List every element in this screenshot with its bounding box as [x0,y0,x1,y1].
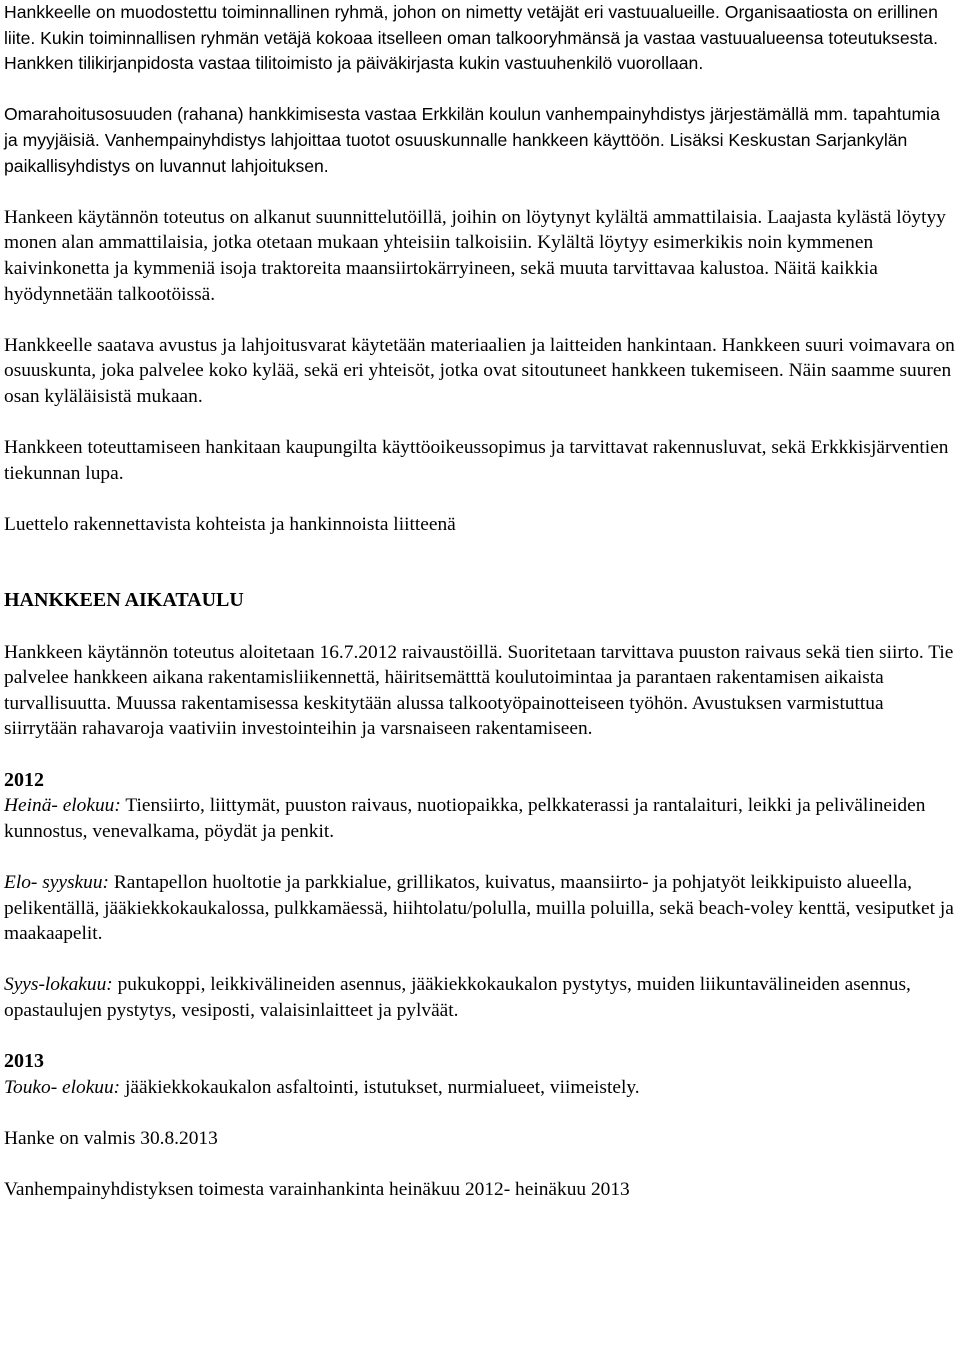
schedule-item-sep-oct [4,972,956,1023]
paragraph-permits: Hankkeen toteuttamiseen hankitaan kaupungilta käyttöoikeussopimus ja tarvittavat rakennusluvat, sekä Erkkkisjärventien tiekunnan lupa. [4,437,949,484]
schedule-period-label: Elo- syyskuu: [4,872,109,893]
schedule-item-aug-sep [4,870,956,947]
schedule-item-text: pukukoppi, leikkivälineiden asennus, jääkiekkokaukalon pystytys, muiden liikuntavälineiden asennus, opastaulujen pystytys, vesiposti, valaisinlaitteet ja pylväät. [4,974,911,1021]
paragraph-implementation: Hankeen käytännön toteutus on alkanut suunnittelutöillä, joihin on löytynyt kylältä ammattilaisia. Laajasta kylästä löytyy monen alan ammattilaisia, jotka otetaan mukaan yhteisiin talkoisiin. Kylältä löytyy esimerkikis noin kymmenen kaivinkonetta ja kymmeniä isoja traktoreita maansiirtokärryineen, sekä muuta tarvittavaa kalustoa. Näitä kaikkia hyödynnetään talkootöissä. [4,206,946,305]
paragraph-funding-use: Hankkeelle saatava avustus ja lahjoitusvarat käytetään materiaalien ja laitteiden hankintaan. Hankkeen suuri voimavara on osuuskunta, joka palvelee koko kylää, sekä eri yhteisöt, jotka ovat sitoutuneet hankkeen tukemiseen. Näin saamme suuren osan kyläläisistä mukaan. [4,334,955,407]
fundraising-period: Vanhempainyhdistyksen toimesta varainhankinta heinäkuu 2012- heinäkuu 2013 [4,1179,630,1201]
paragraph-self-financing: Omarahoitusosuuden (rahana) hankkimisesta vastaa Erkkilän koulun vanhempainyhdistys järjestämällä mm. tapahtumia ja myyjäisiä. Vanhempainyhdistys lahjoittaa tuotot osuuskunnalle hankkeen käyttöön. Lisäksi Keskustan Sarjankylän paikallisyhdistys on luvannut lahjoituksen. [4,104,940,176]
schedule-item-text: jääkiekkokaukalon asfaltointi, istutukset, nurmialueet, viimeistely. [120,1076,640,1098]
document-page [4,0,956,1203]
completion-date: Hanke on valmis 30.8.2013 [4,1127,218,1149]
schedule-period-label: Touko- elokuu: [4,1076,121,1098]
schedule-item-jul-aug [4,793,956,844]
paragraph-schedule-intro: Hankkeen käytännön toteutus aloitetaan 16.7.2012 raivaustöillä. Suoritetaan tarvittava puuston raivaus sekä tien siirto. Tie palvelee hankkeen aikana rakentamisliikennettä, häiritsemätttä koulutoimintaa ja parantaen rakentamisen aikaista turvallisuutta. Muussa rakentamisessa keskitytään alussa talkootyöpainotteiseen työhön. Avustuksen varmistuttua siirrytään rahavaroja vaativiin investointeihin ja varsnaiseen rakentamiseen. [4,641,954,740]
year-heading-2013: 2013 [4,1050,44,1073]
schedule-heading: HANKKEEN AIKATAULU [4,589,244,612]
schedule-item-text: Rantapellon huoltotie ja parkkialue, grillikatos, kuivatus, maansiirto- ja pohjatyöt leikkipuisto alueella, pelikentällä, jääkiekkokaukalossa, pulkkamäessä, hiihtolatu/polulla, muilla poluilla, sekä beach-voley kenttä, vesiputket ja maakaapelit. [4,872,954,945]
schedule-item-may-aug [4,1075,956,1101]
year-heading-2012: 2012 [4,768,44,791]
schedule-item-text: Tiensiirto, liittymät, puuston raivaus, nuotiopaikka, pelkkaterassi ja rantalaituri, leikki ja pelivälineiden kunnostus, venevalkama, pöydät ja penkit. [4,795,926,842]
paragraph-organization: Hankkeelle on muodostettu toiminnallinen ryhmä, johon on nimetty vetäjät eri vastuualueille. Organisaatiosta on erillinen liite. Kukin toiminnallisen ryhmän vetäjä kokoaa itselleen oman talkooryhmänsä ja vastaa vastuualueensa toteutuksesta. Hankken tilikirjanpidosta vastaa tilitoimisto ja päiväkirjasta kukin vastuuhenkilö vuorollaan. [4,2,938,74]
schedule-period-label: Syys-lokakuu: [4,974,113,996]
paragraph-attachment-note: Luettelo rakennettavista kohteista ja hankinnoista liitteenä [4,513,456,535]
schedule-period-label: Heinä- elokuu: [4,795,121,817]
